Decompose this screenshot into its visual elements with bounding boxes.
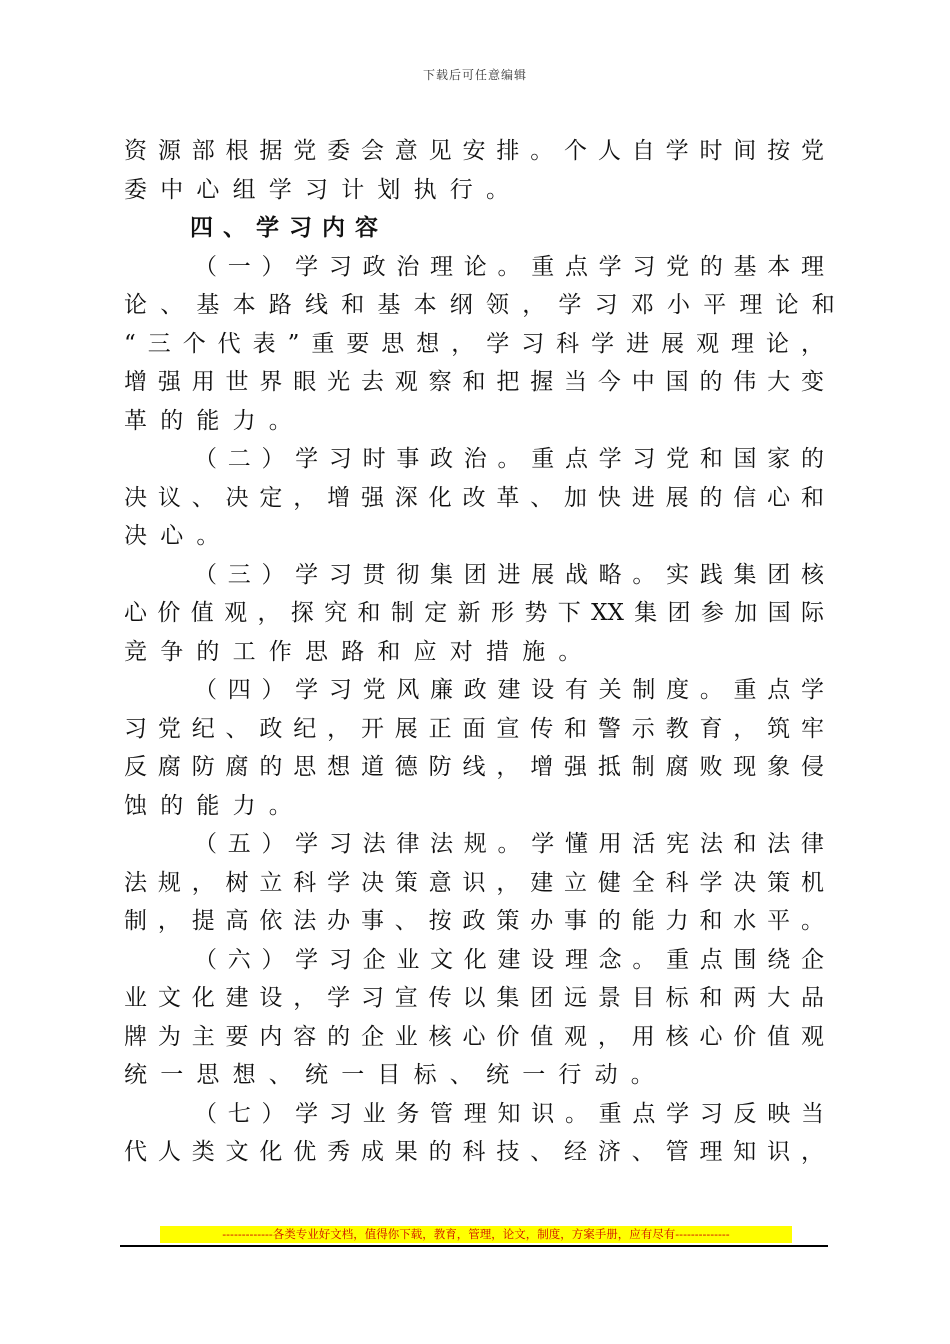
footer-promo-banner: -------------各类专业好文档，值得你下载，教育，管理，论文，制度，方案手册，应有尽有--------------	[160, 1226, 792, 1243]
text-line-11: 决心。	[124, 523, 233, 549]
text-line-4: （一）学习政治理论。重点学习党的基本理	[194, 253, 824, 280]
text-line-6: “三个代表”重要思想，学习科学进展观理论，	[124, 330, 824, 357]
text-line-14: 竞争的工作思路和应对措施。	[124, 638, 595, 665]
text-line-1: 资源部根据党委会意见安排。个人自学时间按党	[124, 138, 824, 164]
text-line-24: 牌为主要内容的企业核心价值观，用核心价值观	[124, 1023, 824, 1050]
text-line-27: 代人类文化优秀成果的科技、经济、管理知识，	[124, 1139, 824, 1165]
text-line-26: （七）学习业务管理知识。重点学习反映当	[194, 1100, 824, 1127]
text-line-19: （五）学习法律法规。学懂用活宪法和法律	[194, 831, 824, 857]
text-line-5: 论、基本路线和基本纲领，学习邓小平理论和	[124, 292, 848, 318]
document-body	[124, 132, 848, 1172]
text-line-15: （四）学习党风廉政建设有关制度。重点学	[194, 677, 824, 703]
text-line-10: 决议、决定，增强深化改革、加快进展的信心和	[124, 484, 824, 511]
text-line-13: 心价值观，探究和制定新形势下XX集团参加国际	[124, 600, 824, 626]
text-line-8: 革的能力。	[124, 407, 305, 434]
text-line-12: （三）学习贯彻集团进展战略。实践集团核	[194, 561, 824, 588]
text-line-18: 蚀的能力。	[124, 792, 305, 819]
text-line-17: 反腐防腐的思想道德防线，增强抵制腐败现象侵	[124, 754, 824, 780]
footer-divider	[120, 1245, 828, 1247]
text-line-23: 业文化建设，学习宣传以集团远景目标和两大品	[124, 985, 824, 1011]
section-heading: 四、学习内容	[190, 215, 388, 241]
text-line-22: （六）学习企业文化建设理念。重点围绕企	[194, 946, 824, 973]
text-line-21: 制，提高依法办事、按政策办事的能力和水平。	[124, 908, 824, 934]
text-line-2: 委中心组学习计划执行。	[124, 176, 523, 203]
text-line-16: 习党纪、政纪，开展正面宣传和警示教育，筑牢	[124, 715, 824, 742]
text-line-7: 增强用世界眼光去观察和把握当今中国的伟大变	[124, 369, 824, 395]
text-line-9: （二）学习时事政治。重点学习党和国家的	[194, 446, 824, 472]
text-line-25: 统一思想、统一目标、统一行动。	[124, 1062, 667, 1088]
text-line-20: 法规，树立科学决策意识，建立健全科学决策机	[124, 869, 824, 896]
page-header: 下载后可任意编辑	[422, 68, 527, 82]
